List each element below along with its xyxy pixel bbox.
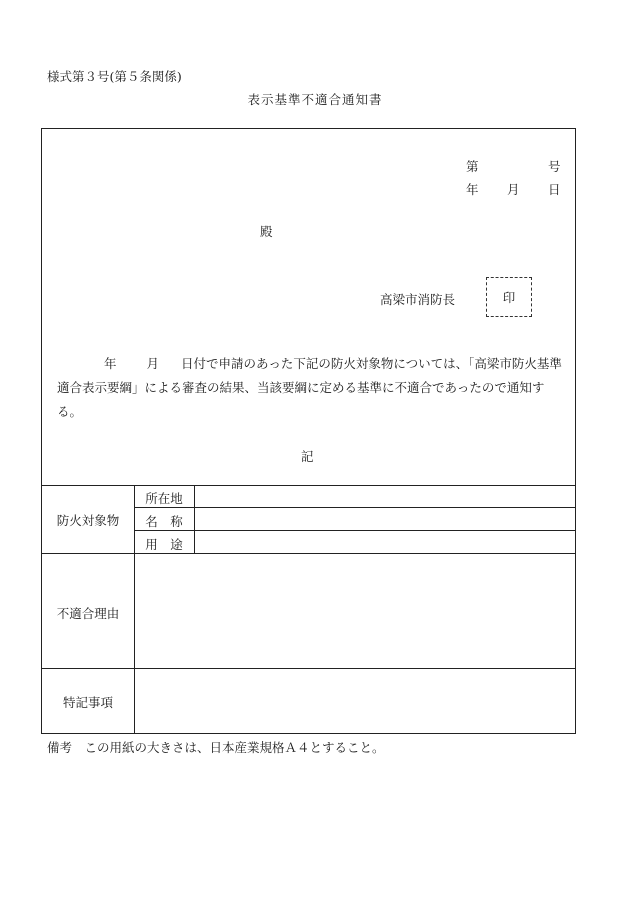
location-label: 所在地 [145, 491, 183, 506]
body-date-month: 月 [146, 356, 160, 371]
notice-body [57, 352, 562, 424]
notice-form-frame [41, 128, 576, 734]
name-label: 名 称 [145, 514, 183, 529]
reason-label: 不適合理由 [56, 606, 120, 621]
date-month: 月 [507, 182, 520, 197]
seal-label: 印 [502, 290, 516, 305]
table-row-line-1 [134, 507, 575, 508]
seal-box [486, 277, 532, 317]
document-title: 表示基準不適合通知書 [247, 92, 383, 107]
body-text: 日付で申請のあった下記の防火対象物については、「高梁市防火基準適合表示要綱」による審査の結果、当該要綱に定める基準に不適合であったので通知する。 [57, 356, 562, 419]
date-day: 日 [548, 182, 561, 197]
table-col-line-2 [194, 485, 195, 553]
table-row-line-4 [42, 668, 575, 669]
remarks-note: 備考 この用紙の大きさは、日本産業規格Ａ４とすること。 [47, 740, 385, 755]
ki-label: 記 [301, 449, 314, 464]
date-year: 年 [466, 182, 479, 197]
body-date-year: 年 [104, 356, 117, 371]
form-number-label: 様式第３号(第５条関係) [47, 69, 182, 84]
number-suffix: 号 [548, 159, 561, 174]
special-notes-label: 特記事項 [62, 695, 113, 710]
sender-name: 高梁市消防長 [380, 292, 456, 307]
number-prefix: 第 [466, 159, 479, 174]
table-row-line-2 [134, 530, 575, 531]
table-top-line [42, 485, 575, 486]
addressee-suffix: 殿 [260, 224, 273, 239]
use-label: 用 途 [145, 537, 183, 552]
table-row-line-3 [42, 553, 575, 554]
fire-object-label: 防火対象物 [56, 513, 120, 528]
